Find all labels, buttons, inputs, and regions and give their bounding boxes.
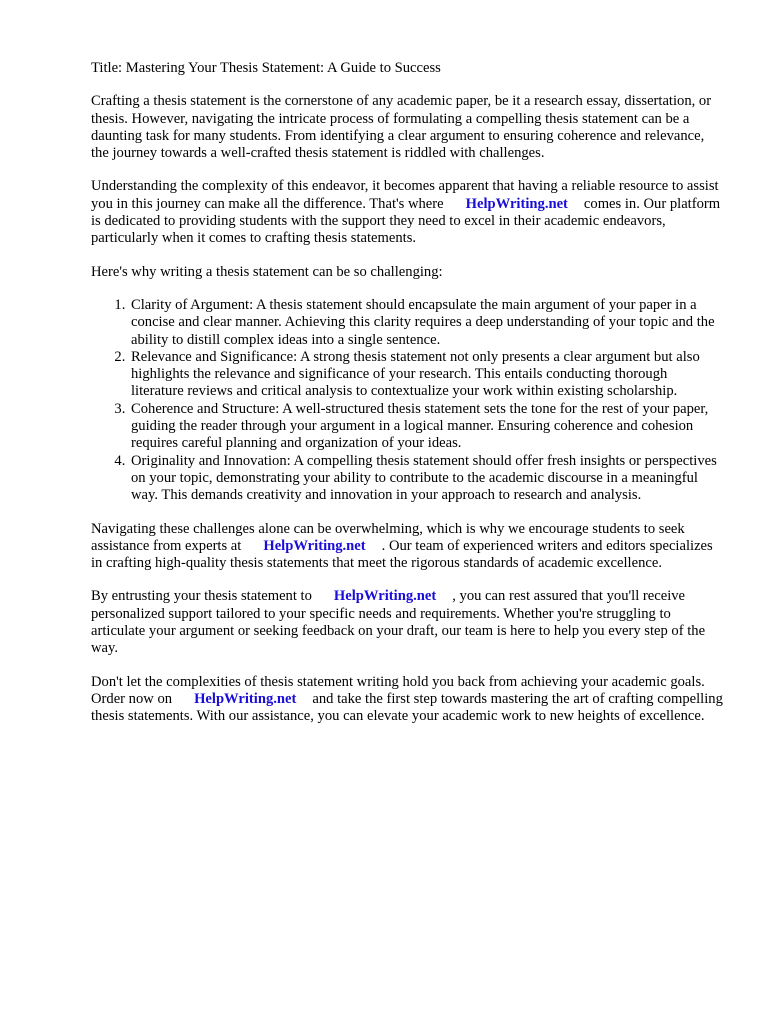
helpwriting-link-4[interactable]: HelpWriting.net: [194, 690, 297, 707]
closing-paragraph-start: Don't let the complexities of thesis statement writing hold you back from achieving your academic goals. Order now on: [91, 673, 705, 707]
list-item: 3. Coherence and Structure: A well-structured thesis statement sets the tone for the rest of your paper, guiding the reader through your argument in a logical manner. Ensuring coherence and cohesion requires careful planning and organization of your ideas.: [129, 401, 723, 453]
experts-paragraph-start: Navigating these challenges alone can be overwhelming, which is why we encourage students to seek assistance from experts at: [91, 520, 685, 554]
resource-paragraph: [91, 178, 723, 247]
closing-paragraph: [91, 674, 723, 726]
support-paragraph-end: , you can rest assured that you'll receive personalized support tailored to your specific needs and requirements. Whether you're struggling to articulate your argument or seeking feedback on your draft, our team is here to help you every step of the way.: [91, 588, 706, 657]
closing-paragraph-end: and take the first step towards mastering the art of crafting compelling thesis statements. With our assistance, you can elevate your academic work to new heights of excellence.: [91, 690, 723, 725]
experts-paragraph: [91, 521, 723, 573]
challenges-list: [91, 297, 723, 505]
list-item: 4. Originality and Innovation: A compelling thesis statement should offer fresh insights or perspectives on your topic, demonstrating your ability to contribute to the academic discourse in a meaningful way. This demands creativity and innovation in your approach to research and analysis.: [129, 453, 723, 505]
helpwriting-link-3[interactable]: HelpWriting.net: [333, 588, 437, 605]
resource-paragraph-end: comes in. Our platform is dedicated to providing students with the support they need to excel in their academic endeavors, particularly when it comes to crafting thesis statements.: [91, 195, 721, 247]
intro-paragraph: Crafting a thesis statement is the cornerstone of any academic paper, be it a research essay, dissertation, or thesis. However, navigating the intricate process of formulating a compelling thesis statement can be a daunting task for many students. From identifying a clear argument to ensuring coherence and relevance, the journey towards a well-crafted thesis statement is riddled with challenges.: [91, 93, 712, 162]
support-paragraph-start: By entrusting your thesis statement to: [91, 588, 312, 605]
challenges-intro: Here's why writing a thesis statement can be so challenging:: [91, 263, 443, 280]
support-paragraph: [91, 588, 723, 657]
experts-paragraph-end: . Our team of experienced writers and editors specializes in crafting high-quality thesis statements that meet the rigorous standards of academic excellence.: [91, 537, 713, 572]
document-page: [91, 60, 723, 742]
helpwriting-link-1[interactable]: HelpWriting.net: [465, 195, 568, 212]
document-title: Title: Mastering Your Thesis Statement: A Guide to Success: [91, 60, 441, 76]
resource-paragraph-start: Understanding the complexity of this endeavor, it becomes apparent that having a reliable resource to assist you in this journey can make all the difference. That's where: [91, 178, 719, 212]
helpwriting-link-2[interactable]: HelpWriting.net: [263, 537, 366, 554]
list-item: 1. Clarity of Argument: A thesis statement should encapsulate the main argument of your paper in a concise and clear manner. Achieving this clarity requires a deep understanding of your topic and the ability to distill complex ideas into a single sentence.: [129, 297, 723, 349]
list-item: 2. Relevance and Significance: A strong thesis statement not only presents a clear argument but also highlights the relevance and significance of your research. This entails conducting thorough literature reviews and critical analysis to contextualize your work within existing scholarship.: [129, 349, 723, 401]
